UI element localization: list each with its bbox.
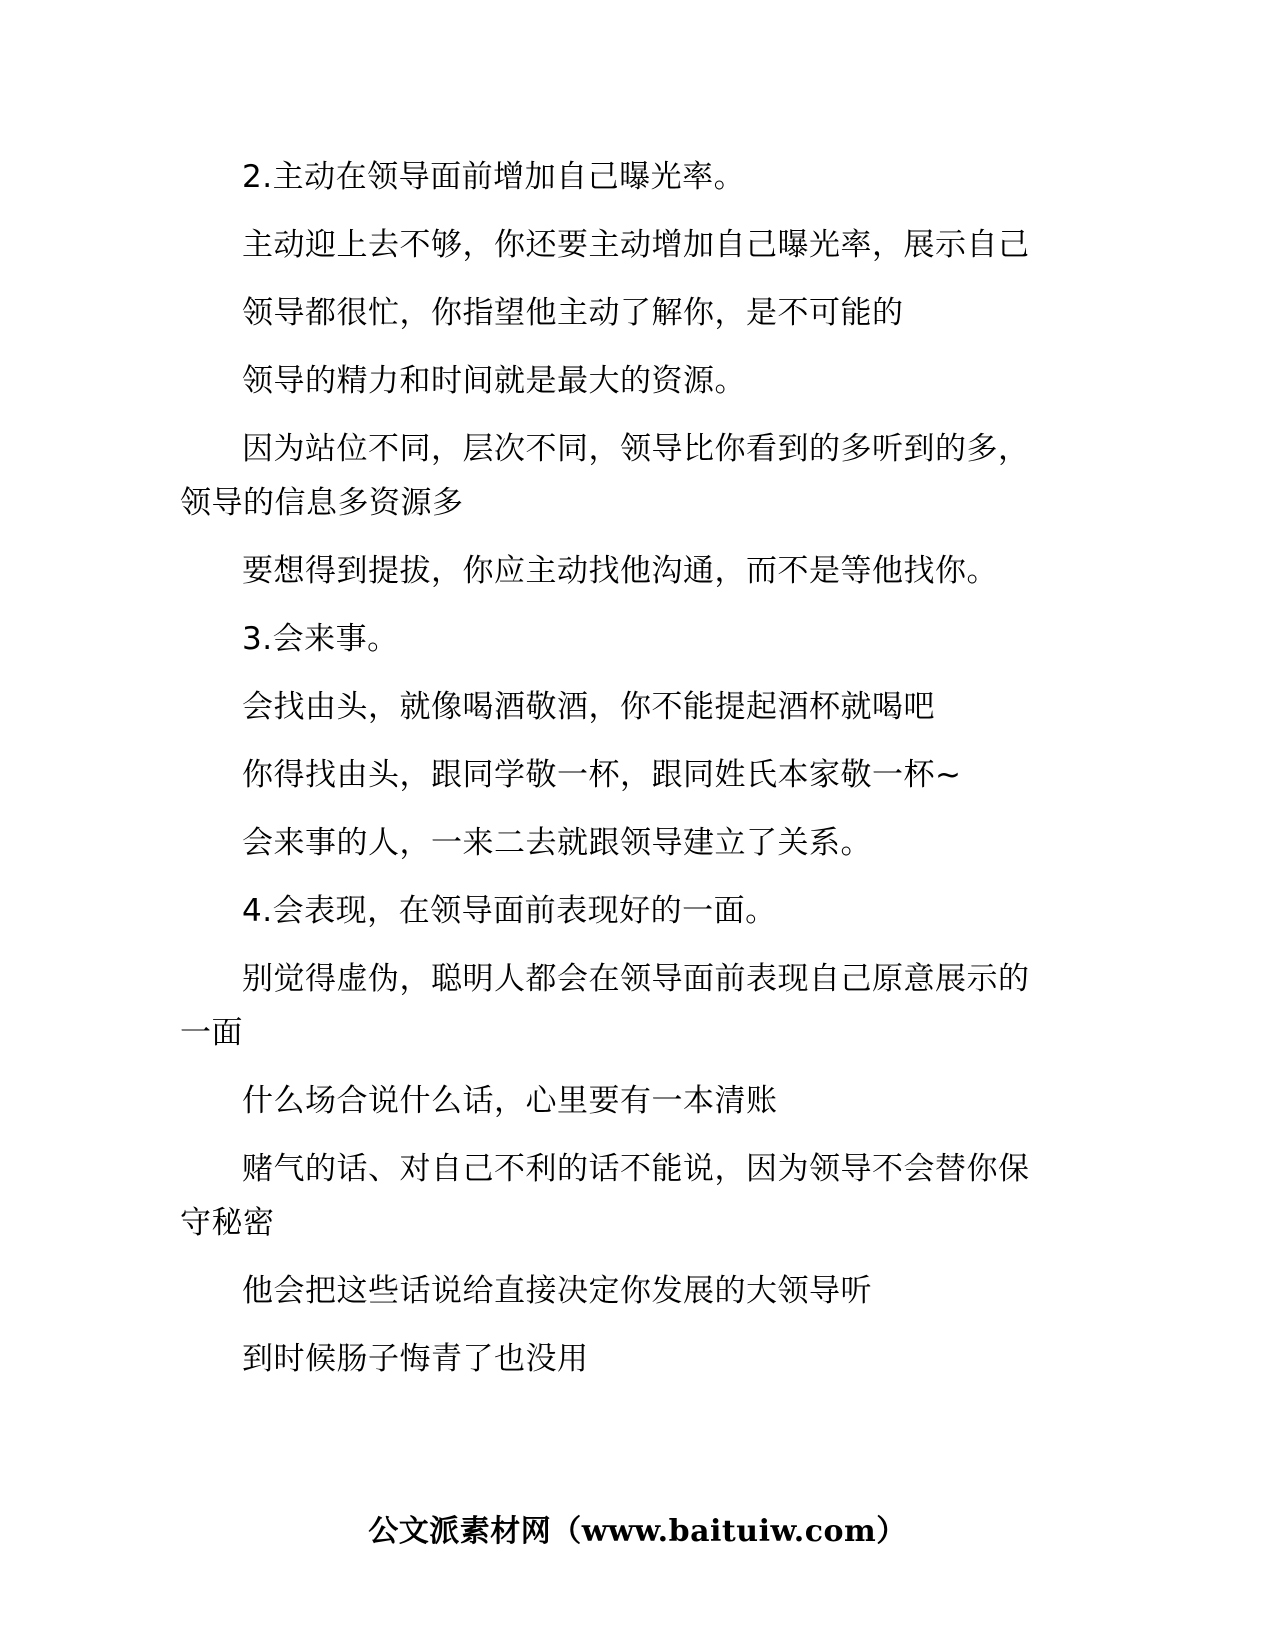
paragraph: 别觉得虚伪，聪明人都会在领导面前表现自己原意展示的一面 — [180, 961, 1030, 1051]
paragraph: 什么场合说什么话，心里要有一本清账 — [242, 1083, 778, 1119]
page-footer: 公文派素材网（www.baituiw.com） — [368, 1514, 907, 1549]
paragraph: 他会把这些话说给直接决定你发展的大领导听 — [242, 1273, 872, 1309]
paragraph: 领导的精力和时间就是最大的资源。 — [242, 363, 746, 399]
paragraph: 2.主动在领导面前增加自己曝光率。 — [242, 159, 746, 195]
paragraph: 因为站位不同，层次不同，领导比你看到的多听到的多，领导的信息多资源多 — [180, 431, 1030, 521]
paragraph: 赌气的话、对自己不利的话不能说，因为领导不会替你保守秘密 — [180, 1151, 1030, 1241]
paragraph: 你得找由头，跟同学敬一杯，跟同姓氏本家敬一杯~ — [242, 757, 962, 793]
document-body — [180, 150, 1050, 1400]
paragraph: 会来事的人，一来二去就跟领导建立了关系。 — [242, 825, 872, 861]
paragraph: 主动迎上去不够，你还要主动增加自己曝光率，展示自己 — [242, 227, 1030, 263]
paragraph: 会找由头，就像喝酒敬酒，你不能提起酒杯就喝吧 — [242, 689, 935, 725]
paragraph: 要想得到提拔，你应主动找他沟通，而不是等他找你。 — [242, 553, 998, 589]
paragraph: 4.会表现，在领导面前表现好的一面。 — [242, 893, 777, 929]
paragraph: 领导都很忙，你指望他主动了解你，是不可能的 — [242, 295, 904, 331]
paragraph: 到时候肠子悔青了也没用 — [242, 1341, 589, 1377]
paragraph: 3.会来事。 — [242, 621, 399, 657]
